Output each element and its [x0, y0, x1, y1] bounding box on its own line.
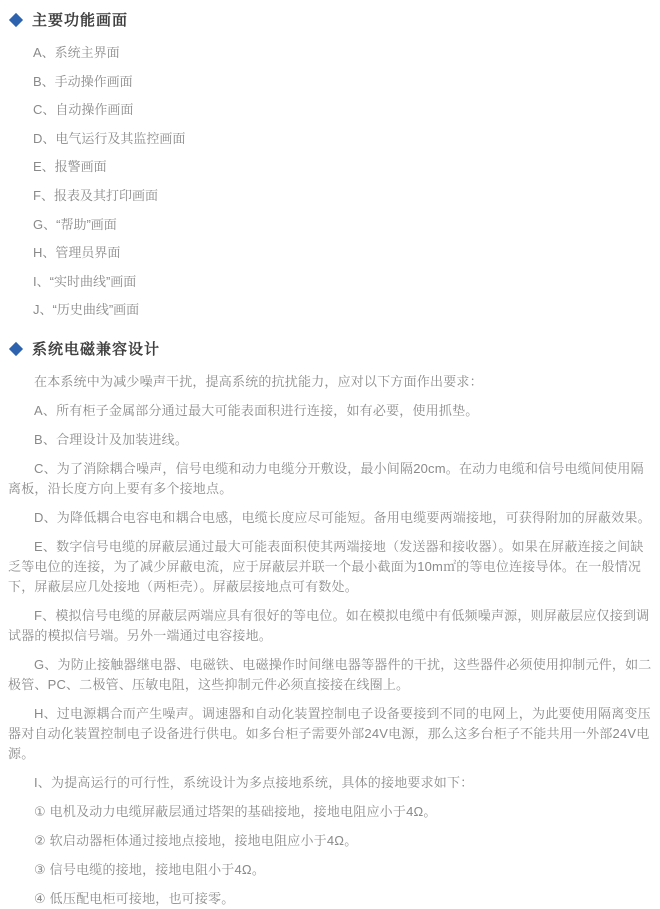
- list-item: J、“历史曲线”画面: [33, 302, 140, 318]
- list-item: A、系统主界面: [33, 45, 120, 60]
- numbered-item: ② 软启动器柜体通过接地点接地，接地电阻应小于4Ω。: [34, 833, 358, 849]
- paragraph: B、合理设计及加装进线。: [34, 432, 189, 448]
- section-title: 主要功能画面: [32, 12, 129, 29]
- list-item: E、报警画面: [33, 159, 107, 175]
- section-heading: [8, 9, 652, 30]
- list-item: I、“实时曲线”画面: [33, 273, 137, 289]
- section-main-function-screens: [8, 9, 652, 320]
- list-item: F、报表及其打印画面: [33, 187, 158, 203]
- paragraph: F、模拟信号电缆的屏蔽层两端应具有很好的等电位。如在模拟电缆中有低频噪声源，则屏蔽层应仅接到调试器的模拟信号端。另外一端通过电容接地。: [8, 608, 650, 644]
- paragraph: C、为了消除耦合噪声，信号电缆和动力电缆分开敷设，最小间隔20cm。在动力电缆和信号电缆间使用隔离板，沿长度方向上要有多个接地点。: [8, 461, 644, 497]
- section-heading: [8, 338, 652, 359]
- list-item: B、手动操作画面: [33, 73, 133, 89]
- section-title: 系统电磁兼容设计: [32, 341, 161, 359]
- diamond-icon: [9, 12, 23, 26]
- numbered-item: ④ 低压配电柜可接地，也可接零。: [34, 891, 235, 907]
- paragraph: I、为提高运行的可行性，系统设计为多点接地系统，具体的接地要求如下：: [34, 775, 474, 791]
- paragraph: H、过电源耦合而产生噪声。调速器和自动化装置控制电子设备要接到不同的电网上，为此要使用隔离变压器对自动化装置控制电子设备进行供电。如多台柜子需要外部24V电源，那么这多台柜子不能共用一外部24V电源。: [8, 706, 651, 762]
- paragraph: D、为降低耦合电容电和耦合电感，电缆长度应尽可能短。备用电缆要两端接地，可获得附加的屏蔽效果。: [34, 510, 651, 526]
- list-item: D、电气运行及其监控画面: [33, 130, 186, 146]
- intro-paragraph: 在本系统中为减少噪声干扰，提高系统的抗扰能力，应对以下方面作出要求：: [34, 374, 483, 390]
- paragraph: A、所有柜子金属部分通过最大可能表面积进行连接，如有必要，使用抓垫。: [34, 403, 479, 419]
- paragraph: E、数字信号电缆的屏蔽层通过最大可能表面积使其两端接地（发送器和接收器）。如果在屏蔽连接之间缺乏等电位的连接，为了减少屏蔽电流，应于屏蔽层并联一个最小截面为10m㎡的等电位连接导体。在一般情况下，屏蔽层应几处接地（两柜壳）。屏蔽层接地点可有数处。: [8, 539, 644, 595]
- numbered-item: ③ 信号电缆的接地，接地电阻小于4Ω。: [34, 862, 266, 878]
- diamond-icon: [9, 342, 23, 356]
- section-emc-design: [8, 338, 652, 909]
- function-screen-list: [8, 43, 652, 320]
- numbered-item: ① 电机及动力电缆屏蔽层通过塔架的基础接地，接地电阻应小于4Ω。: [34, 804, 437, 820]
- paragraph: G、为防止接触器继电器、电磁铁、电磁操作时间继电器等器件的干扰，这些器件必须使用抑制元件，如二极管、PC、二极管、压敏电阻，这些抑制元件必须直接接在线圈上。: [8, 657, 652, 693]
- list-item: C、自动操作画面: [33, 102, 134, 118]
- list-item: H、管理员界面: [33, 245, 121, 261]
- list-item: G、“帮助”画面: [33, 216, 117, 232]
